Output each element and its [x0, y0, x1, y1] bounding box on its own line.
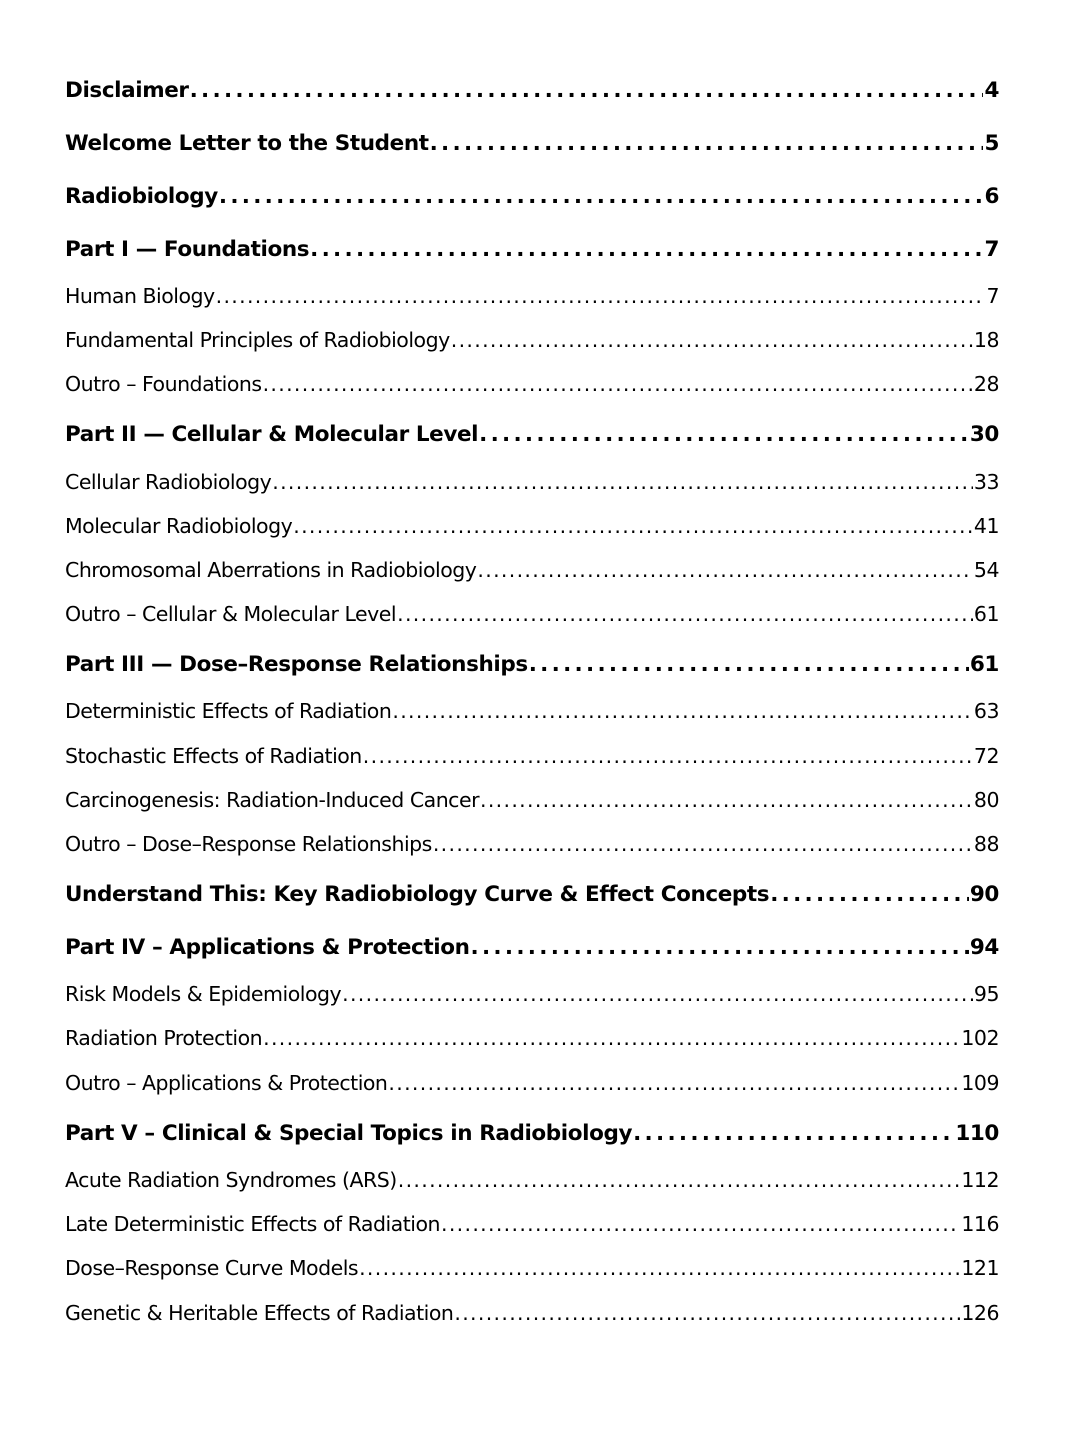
dot-leader: [272, 470, 973, 494]
toc-entry-title: Fundamental Principles of Radiobiology: [65, 328, 450, 352]
dot-leader: [480, 788, 973, 812]
toc-entry-page: 7: [984, 237, 999, 262]
toc-entry-title: Dose–Response Curve Models: [65, 1256, 359, 1280]
toc-entry-title: Acute Radiation Syndromes (ARS): [65, 1168, 397, 1192]
dot-leader: [471, 935, 969, 960]
toc-entry-title: Radiobiology: [65, 184, 218, 209]
toc-entry-title: Carcinogenesis: Radiation-Induced Cancer: [65, 788, 479, 812]
toc-entry-outro-dose-response[interactable]: [65, 832, 999, 856]
toc-entry-page: 33: [973, 470, 999, 494]
toc-entry-title: Late Deterministic Effects of Radiation: [65, 1212, 440, 1236]
toc-entry-part-1[interactable]: [65, 237, 999, 262]
toc-entry-radiation-protection[interactable]: [65, 1026, 999, 1050]
dot-leader: [477, 558, 972, 582]
toc-entry-page: 28: [973, 372, 999, 396]
toc-entry-outro-cellular-molecular[interactable]: [65, 602, 999, 626]
toc-entry-part-5[interactable]: [65, 1121, 999, 1146]
dot-leader: [263, 1026, 960, 1050]
toc-entry-title: Welcome Letter to the Student: [65, 131, 429, 156]
toc-entry-title: Stochastic Effects of Radiation: [65, 744, 362, 768]
toc-entry-molecular-radiobiology[interactable]: [65, 514, 999, 538]
toc-entry-page: 6: [984, 184, 999, 209]
toc-entry-page: 7: [986, 284, 999, 308]
toc-entry-cellular-radiobiology[interactable]: [65, 470, 999, 494]
toc-entry-title: Molecular Radiobiology: [65, 514, 293, 538]
toc-entry-title: Outro – Dose–Response Relationships: [65, 832, 432, 856]
dot-leader: [633, 1121, 954, 1146]
toc-entry-carcinogenesis[interactable]: [65, 788, 999, 812]
toc-entry-part-3[interactable]: [65, 652, 999, 677]
toc-entry-title: Disclaimer: [65, 78, 189, 103]
toc-entry-title: Part III — Dose–Response Relationships: [65, 652, 528, 677]
toc-entry-page: 54: [973, 558, 999, 582]
toc-entry-dose-response-curve-models[interactable]: [65, 1256, 999, 1280]
dot-leader: [363, 744, 973, 768]
toc-entry-title: Part IV – Applications & Protection: [65, 935, 470, 960]
dot-leader: [479, 422, 969, 447]
dot-leader: [263, 372, 973, 396]
toc-entry-genetic-heritable-effects[interactable]: [65, 1301, 999, 1325]
toc-entry-title: Outro – Foundations: [65, 372, 262, 396]
toc-entry-title: Deterministic Effects of Radiation: [65, 699, 392, 723]
toc-entry-page: 61: [973, 602, 999, 626]
toc-entry-page: 95: [973, 982, 999, 1006]
toc-entry-page: 110: [955, 1121, 999, 1146]
dot-leader: [451, 328, 973, 352]
dot-leader: [219, 184, 984, 209]
toc-entry-title: Chromosomal Aberrations in Radiobiology: [65, 558, 477, 582]
dot-leader: [398, 1168, 961, 1192]
dot-leader: [392, 699, 973, 723]
dot-leader: [430, 131, 984, 156]
toc-entry-title: Part V – Clinical & Special Topics in Radiobiology: [65, 1121, 633, 1146]
toc-entry-page: 61: [969, 652, 999, 677]
toc-entry-page: 5: [984, 131, 999, 156]
dot-leader: [310, 237, 983, 262]
toc-entry-title: Human Biology: [65, 284, 215, 308]
toc-entry-outro-foundations[interactable]: [65, 372, 999, 396]
toc-entry-understand-this[interactable]: [65, 882, 999, 907]
dot-leader: [216, 284, 986, 308]
toc-entry-page: 72: [973, 744, 999, 768]
toc-entry-risk-models[interactable]: [65, 982, 999, 1006]
toc-entry-part-4[interactable]: [65, 935, 999, 960]
toc-entry-outro-applications[interactable]: [65, 1071, 999, 1095]
dot-leader: [397, 602, 973, 626]
dot-leader: [454, 1301, 960, 1325]
toc-entry-title: Part I — Foundations: [65, 237, 310, 262]
toc-entry-title: Risk Models & Epidemiology: [65, 982, 342, 1006]
dot-leader: [529, 652, 969, 677]
toc-entry-title: Radiation Protection: [65, 1026, 263, 1050]
toc-entry-page: 126: [961, 1301, 999, 1325]
dot-leader: [388, 1071, 960, 1095]
toc-entry-title: Outro – Cellular & Molecular Level: [65, 602, 397, 626]
toc-entry-human-biology[interactable]: [65, 284, 999, 308]
dot-leader: [190, 78, 984, 103]
toc-entry-page: 18: [973, 328, 999, 352]
toc-entry-chromosomal-aberrations[interactable]: [65, 558, 999, 582]
toc-entry-page: 88: [973, 832, 999, 856]
toc-entry-stochastic-effects[interactable]: [65, 744, 999, 768]
toc-entry-page: 109: [961, 1071, 999, 1095]
dot-leader: [342, 982, 973, 1006]
toc-entry-disclaimer[interactable]: [65, 78, 999, 103]
toc-entry-page: 80: [973, 788, 999, 812]
toc-entry-fundamental-principles[interactable]: [65, 328, 999, 352]
toc-entry-page: 116: [961, 1212, 999, 1236]
toc-entry-late-deterministic-effects[interactable]: [65, 1212, 999, 1236]
toc-entry-radiobiology[interactable]: [65, 184, 999, 209]
toc-entry-welcome-letter[interactable]: [65, 131, 999, 156]
dot-leader: [359, 1256, 960, 1280]
toc-entry-title: Understand This: Key Radiobiology Curve & Effect Concepts: [65, 882, 770, 907]
toc-entry-title: Outro – Applications & Protection: [65, 1071, 388, 1095]
dot-leader: [293, 514, 973, 538]
toc-entry-page: 121: [961, 1256, 999, 1280]
toc-entry-title: Part II — Cellular & Molecular Level: [65, 422, 479, 447]
toc-entry-page: 30: [969, 422, 999, 447]
dot-leader: [441, 1212, 960, 1236]
toc-entry-page: 63: [973, 699, 999, 723]
toc-entry-page: 4: [984, 78, 999, 103]
toc-entry-acute-radiation-syndromes[interactable]: [65, 1168, 999, 1192]
toc-entry-part-2[interactable]: [65, 422, 999, 447]
toc-entry-page: 102: [961, 1026, 999, 1050]
toc-entry-page: 112: [961, 1168, 999, 1192]
toc-entry-page: 90: [969, 882, 999, 907]
dot-leader: [770, 882, 969, 907]
toc-entry-page: 94: [969, 935, 999, 960]
toc-entry-deterministic-effects[interactable]: [65, 699, 999, 723]
toc-entry-title: Genetic & Heritable Effects of Radiation: [65, 1301, 454, 1325]
dot-leader: [433, 832, 973, 856]
toc-entry-title: Cellular Radiobiology: [65, 470, 272, 494]
toc-entry-page: 41: [973, 514, 999, 538]
